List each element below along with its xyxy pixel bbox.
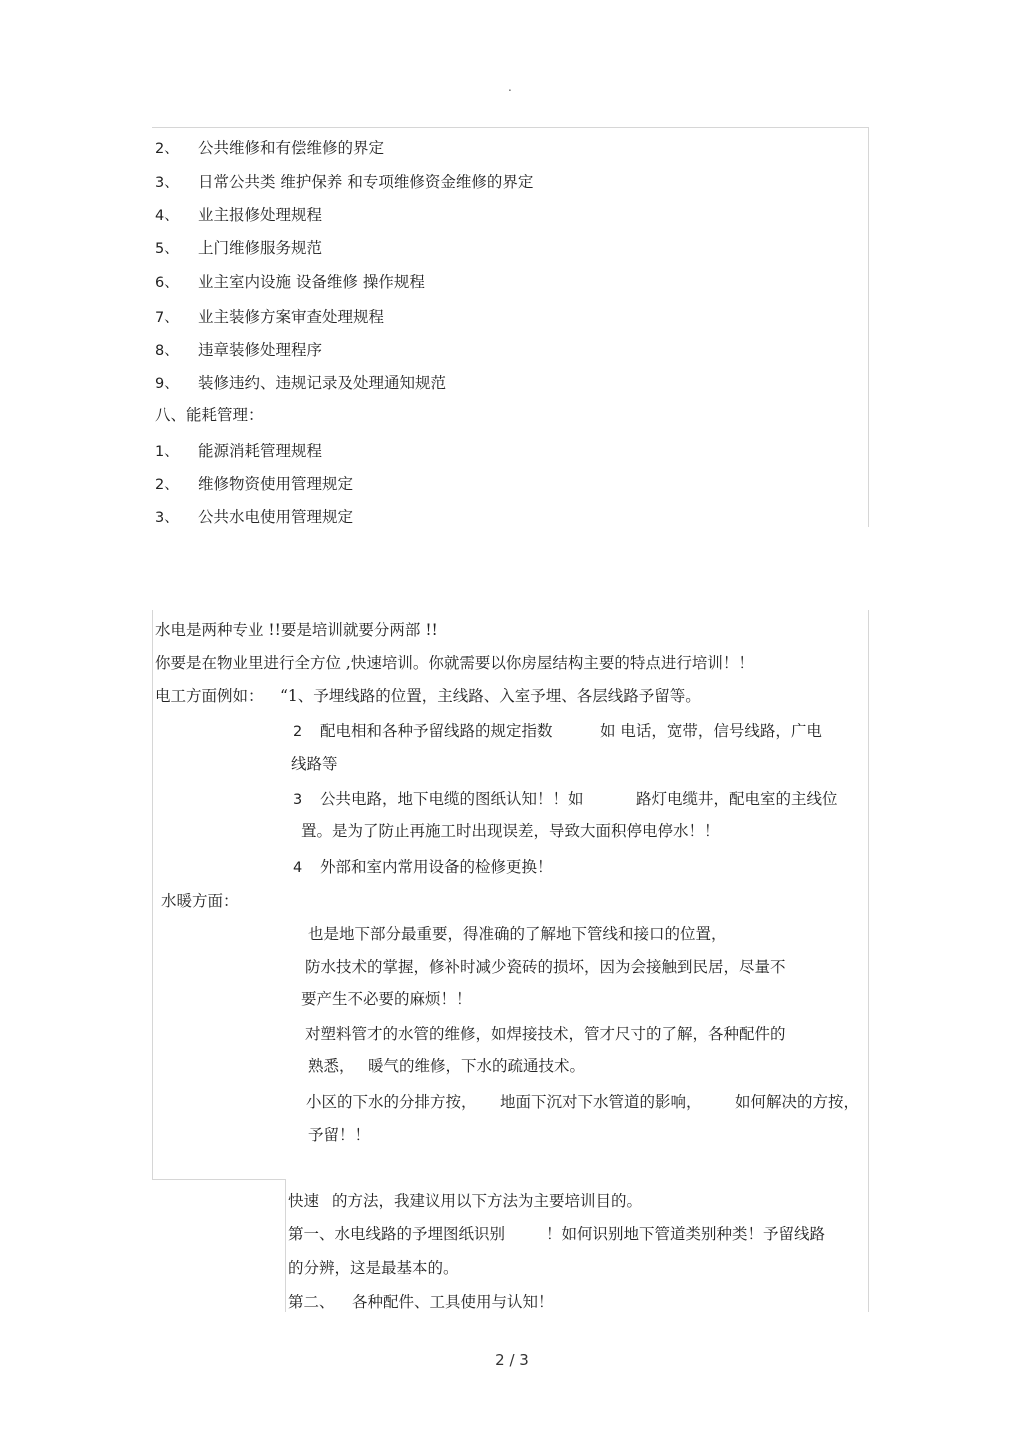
item-text: 能源消耗管理规程: [198, 442, 323, 460]
method-line-4a: 第二、: [288, 1293, 335, 1311]
item-text: 业主报修处理规程: [198, 206, 323, 224]
item-text: 日常公共类 维护保养 和专项维修资金维修的界定: [198, 173, 534, 191]
electric-item-3-cont: 路灯电缆井，配电室的主线位: [636, 790, 838, 808]
list-item: [155, 508, 353, 527]
method-line-2b: ！如何识别地下管道类别种类！予留线路: [546, 1225, 826, 1243]
item-number: 4: [293, 860, 303, 876]
water-item-4-c: 如何解决的方按，: [735, 1093, 860, 1111]
item-number: 1、: [155, 444, 179, 460]
list-item: [155, 273, 425, 292]
electric-item-2: [293, 722, 552, 741]
table1-top-border: [152, 127, 869, 128]
item-number: 4、: [155, 208, 179, 224]
method-line-4b: 各种配件、工具使用与认知！: [352, 1293, 554, 1311]
list-item: [155, 239, 322, 258]
water-item-3-wrap-a: 熟悉，: [308, 1057, 355, 1075]
method-line-3: 的分辨，这是最基本的。: [288, 1259, 459, 1277]
item-number: 6、: [155, 275, 179, 291]
list-item: [155, 374, 446, 393]
list-item: [155, 139, 384, 158]
item-text: 上门维修服务规范: [198, 239, 323, 257]
item-text: 外部和室内常用设备的检修更换！: [319, 858, 553, 876]
table2-bottom-border: [152, 1179, 286, 1180]
method-line-2a: 第一、水电线路的予埋图纸识别: [288, 1225, 506, 1243]
training-intro-line1: 水电是两种专业 !!要是培训就要分两部 !!: [155, 621, 438, 639]
item-text: 公共维修和有偿维修的界定: [198, 139, 385, 157]
water-item-4-wrap: 予留！！: [308, 1126, 371, 1144]
electric-item-4: [293, 858, 552, 877]
item-text: 维修物资使用管理规定: [198, 475, 354, 493]
page-number: 2 / 3: [495, 1351, 529, 1369]
water-label: 水暖方面：: [161, 892, 239, 910]
item-number: 8、: [155, 343, 179, 359]
training-intro-line2: 你要是在物业里进行全方位 ,快速培训。你就需要以你房屋结构主要的特点进行培训！！: [155, 654, 754, 672]
water-item-1: 也是地下部分最重要，得准确的了解地下管线和接口的位置，: [308, 925, 727, 943]
item-text: 业主装修方案审查处理规程: [198, 308, 385, 326]
list-item: [155, 308, 384, 327]
item-number: 5、: [155, 241, 179, 257]
electric-item-2-wrap: 线路等: [291, 755, 338, 773]
item-number: 3、: [155, 175, 179, 191]
table3-right-border: [868, 1179, 869, 1312]
list-item: [155, 442, 322, 461]
table1-right-border: [868, 127, 869, 527]
item-number: 2: [293, 724, 303, 740]
table2-left-border: [152, 610, 153, 1180]
table3-left-border: [285, 1179, 286, 1312]
list-item: [155, 475, 353, 494]
electric-item-3: [293, 790, 583, 809]
electric-item-2-cont: 如 电话，宽带，信号线路，广电: [600, 722, 822, 740]
item-text: 业主室内设施 设备维修 操作规程: [198, 273, 425, 291]
electric-label: 电工方面例如：: [155, 687, 264, 705]
electric-item-1: “1、予埋线路的位置，主线路、入室予埋、各层线路予留等。: [280, 687, 701, 705]
list-item: [155, 173, 533, 192]
table2-right-border: [868, 610, 869, 1180]
item-number: 9、: [155, 376, 179, 392]
water-item-4-b: 地面下沉对下水管道的影响，: [500, 1093, 702, 1111]
water-item-2-wrap: 要产生不必要的麻烦！！: [301, 990, 472, 1008]
item-number: 3: [293, 792, 303, 808]
item-number: 3、: [155, 510, 179, 526]
item-text: 公共水电使用管理规定: [198, 508, 354, 526]
water-item-4-a: 小区的下水的分排方按，: [306, 1093, 477, 1111]
water-item-3: 对塑料管才的水管的维修，如焊接技术，管才尺寸的了解，各种配件的: [305, 1025, 786, 1043]
water-item-2: 防水技术的掌握，修补时减少瓷砖的损坏，因为会接触到民居，尽量不: [305, 958, 786, 976]
item-number: 2、: [155, 141, 179, 157]
item-text: 公共电路，地下电缆的图纸认知！！如: [319, 790, 584, 808]
item-number: 2、: [155, 477, 179, 493]
item-number: 7、: [155, 310, 179, 326]
item-text: 装修违约、违规记录及处理通知规范: [198, 374, 447, 392]
list-item: [155, 341, 322, 360]
item-text: 配电相和各种予留线路的规定指数: [319, 722, 553, 740]
header-dot: .: [508, 80, 512, 94]
electric-item-3-wrap: 置。是为了防止再施工时出现误差，导致大面积停电停水！！: [301, 822, 720, 840]
item-text: 违章装修处理程序: [198, 341, 323, 359]
method-line-1b: 的方法，我建议用以下方法为主要培训目的。: [332, 1192, 643, 1210]
water-item-3-wrap-b: 暖气的维修，下水的疏通技术。: [368, 1057, 586, 1075]
list-item: [155, 206, 322, 225]
section-heading-energy: 八、能耗管理：: [155, 406, 264, 424]
method-line-1a: 快速: [288, 1192, 320, 1210]
